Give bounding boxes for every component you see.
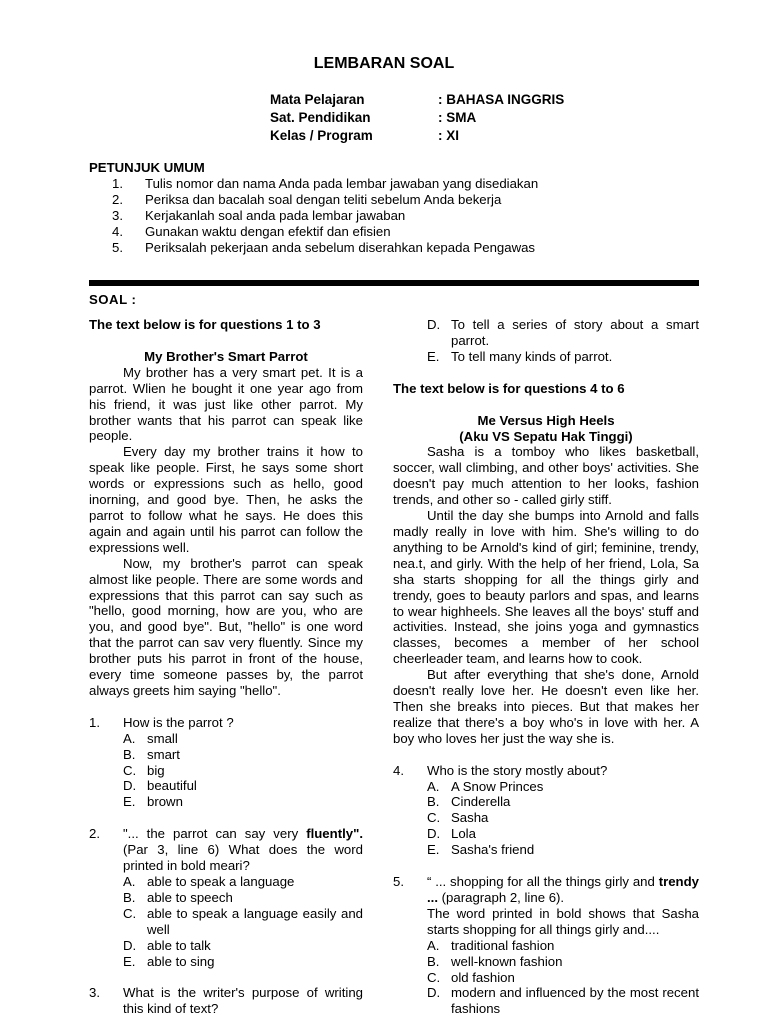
option-letter: C. — [427, 810, 441, 826]
meta-row — [270, 127, 564, 145]
option-text: beautiful — [147, 778, 197, 794]
instruction-item — [89, 208, 538, 224]
option-letter: A. — [123, 730, 136, 746]
option-text: To tell many kinds of parrot. — [451, 348, 613, 364]
option-letter: D. — [427, 985, 441, 1001]
option-letter: B. — [123, 889, 136, 905]
story-paragraph: But after everything that she's done, Arnold doesn't really love her. He doesn't even like her. Then she breaks into pieces. But that makes her realize that there's a boy who's in love with her. A boy who loves her just the way she is. — [393, 667, 699, 746]
option-text: traditional fashion — [451, 937, 555, 953]
answer-option — [89, 794, 363, 810]
option-text: Lola — [451, 826, 476, 842]
general-instructions-list — [89, 176, 538, 256]
story-title: My Brother's Smart Parrot — [144, 348, 308, 364]
option-letter: E. — [123, 953, 136, 969]
question-2 — [89, 826, 363, 874]
option-text: able to talk — [147, 937, 211, 953]
answer-option — [393, 794, 699, 810]
option-text: old fashion — [451, 969, 515, 985]
option-letter: C. — [427, 969, 441, 985]
meta-value: : SMA — [438, 110, 477, 125]
option-text: brown — [147, 794, 183, 810]
instruction-text: Periksa dan bacalah soal dengan teliti sebelum Anda bekerja — [145, 191, 502, 207]
question-text: How is the parrot ? — [123, 714, 234, 730]
option-letter: A. — [427, 778, 440, 794]
instruction-item — [89, 176, 538, 192]
story-subtitle: (Aku VS Sepatu Hak Tinggi) — [459, 428, 633, 444]
question-text: “ ... shopping for all the things girly and trendy ... (paragraph 2, line 6). — [427, 874, 699, 905]
section-divider — [89, 280, 699, 286]
option-letter: E. — [427, 842, 440, 858]
meta-key: Mata Pelajaran — [270, 92, 365, 107]
story-paragraph: Every day my brother trains it how to speak like people. First, he says some short words or expressions such as hello, good inorning, and good bye. Then, he asks the parrot to follow what he says. He does this again and again until his parrot can follow the expressions well. — [89, 444, 363, 555]
answer-option — [89, 763, 363, 779]
meta-row — [270, 91, 564, 109]
question-text: What is the writer's purpose of writing this kind of text? — [123, 985, 363, 1017]
question-number: 1. — [89, 714, 100, 730]
instruction-text: Gunakan waktu dengan efektif dan efisien — [145, 223, 391, 239]
questions-heading: SOAL : — [89, 292, 137, 307]
instruction-item — [89, 192, 538, 208]
instruction-item — [89, 240, 538, 256]
question-1 — [89, 715, 363, 731]
answer-option — [393, 317, 699, 349]
bold-word: fluently". — [306, 826, 363, 842]
question-4 — [393, 763, 699, 779]
answer-option — [89, 954, 363, 970]
answer-option — [393, 842, 699, 858]
option-text: Cinderella — [451, 794, 511, 810]
question-5 — [393, 874, 699, 906]
option-text: smart — [147, 746, 180, 762]
option-letter: D. — [123, 778, 137, 794]
option-text: Sasha — [451, 810, 489, 826]
option-letter: E. — [427, 348, 440, 364]
option-text: able to speak a language easily and well — [147, 905, 363, 937]
instruction-number: 3. — [112, 207, 123, 223]
meta-value: : BAHASA INGGRIS — [438, 92, 565, 107]
option-letter: C. — [123, 905, 137, 921]
answer-option — [393, 970, 699, 986]
bold-word: trendy ... — [427, 874, 699, 905]
option-letter: D. — [427, 826, 441, 842]
instruction-number: 4. — [112, 223, 123, 239]
story-paragraph: Sasha is a tomboy who likes basketball, soccer, wall climbing, and other boys' activities. She doesn't pay much attention to her looks, fashion trends, and other so - called girly stiff. — [393, 444, 699, 508]
instruction-text: Tulis nomor dan nama Anda pada lembar jawaban yang disediakan — [145, 176, 539, 191]
instruction-item — [89, 224, 538, 240]
answer-option — [393, 938, 699, 954]
answer-option — [393, 985, 699, 1017]
answer-option — [393, 779, 699, 795]
general-instructions-heading: PETUNJUK UMUM — [89, 160, 205, 175]
answer-option — [393, 954, 699, 970]
page-title: LEMBARAN SOAL — [313, 55, 455, 72]
option-text: able to sing — [147, 953, 215, 969]
option-text: modern and influenced by the most recent fashions — [451, 985, 699, 1017]
option-letter: B. — [427, 794, 440, 810]
question-text: "... the parrot can say very fluently". (Par 3, line 6) What does the word printed in bold meari? — [123, 826, 363, 874]
question-3 — [89, 985, 363, 1017]
option-letter: B. — [427, 953, 440, 969]
answer-option — [89, 747, 363, 763]
answer-option — [89, 731, 363, 747]
answer-option — [393, 826, 699, 842]
meta-key: Kelas / Program — [270, 128, 373, 143]
text-intro: The text below is for questions 4 to 6 — [393, 380, 625, 396]
question-number: 3. — [89, 985, 100, 1001]
meta-value: : XI — [438, 128, 460, 143]
question-number: 2. — [89, 826, 100, 842]
answer-option — [89, 906, 363, 938]
question-number: 4. — [393, 762, 404, 778]
option-letter: E. — [123, 794, 136, 810]
question-number: 5. — [393, 874, 404, 890]
left-column — [89, 317, 363, 1017]
instruction-number: 5. — [112, 239, 123, 255]
meta-row — [270, 109, 564, 127]
instruction-number: 2. — [112, 191, 123, 207]
option-text: A Snow Princes — [451, 778, 544, 794]
option-letter: A. — [427, 937, 440, 953]
answer-option — [393, 810, 699, 826]
answer-option — [89, 874, 363, 890]
instruction-number: 1. — [112, 176, 123, 191]
option-text: able to speech — [147, 889, 233, 905]
option-text: well-known fashion — [451, 953, 563, 969]
story-title: Me Versus High Heels — [477, 412, 615, 428]
right-column — [393, 317, 699, 1017]
answer-option — [89, 890, 363, 906]
option-letter: B. — [123, 746, 136, 762]
option-letter: D. — [427, 317, 441, 332]
story-paragraph: Now, my brother's parrot can speak almost like people. There are some words and expressions that this parrot can say such as "hello, good morning, how are you, who are you, and good bye". But, "hello" is one word that the parrot can sav very fluently. Since my brother puts his parrot in front of the house, every time someone passes by, the parrot always greets him saying "hello". — [89, 555, 363, 698]
story-paragraph: Until the day she bumps into Arnold and falls madly really in love with him. She's willing to do anything to be Arnold's kind of girl; feminine, trendy, nea.t, and girly. With the help of her friend, Lola, Sa sha starts shopping for all the things girly and trendy, goes to beauty parlors and spas, and learns to wear highheels. She leaves all the boys' stuff and activities. Instead, she joins yoga and gymnastics classes, becomes a member of her school cheerleader team, and learns how to cook. — [393, 508, 699, 667]
answer-option — [393, 349, 699, 365]
option-text: small — [147, 730, 178, 746]
option-text: To tell a series of story about a smart parrot. — [451, 317, 699, 348]
question-text: Who is the story mostly about? — [427, 762, 608, 778]
instruction-text: Kerjakanlah soal anda pada lembar jawaban — [145, 207, 406, 223]
question-5-prompt: The word printed in bold shows that Sasha starts shopping for all things girly and.... — [427, 905, 699, 937]
option-text: big — [147, 762, 165, 778]
meta-key: Sat. Pendidikan — [270, 110, 371, 125]
instruction-text: Periksalah pekerjaan anda sebelum diserahkan kepada Pengawas — [145, 239, 536, 255]
option-text: able to speak a language — [147, 874, 295, 889]
exam-info — [270, 91, 564, 145]
answer-option — [89, 938, 363, 954]
option-letter: C. — [123, 762, 137, 778]
text-intro: The text below is for questions 1 to 3 — [89, 317, 321, 332]
option-text: Sasha's friend — [451, 842, 535, 858]
story-paragraph: My brother has a very smart pet. It is a parrot. Wlien he bought it one year ago from his friend, it was just like other parrot. My brother wants that his parrot can speak like people. — [89, 364, 363, 444]
option-letter: D. — [123, 937, 137, 953]
option-letter: A. — [123, 874, 136, 889]
answer-option — [89, 778, 363, 794]
